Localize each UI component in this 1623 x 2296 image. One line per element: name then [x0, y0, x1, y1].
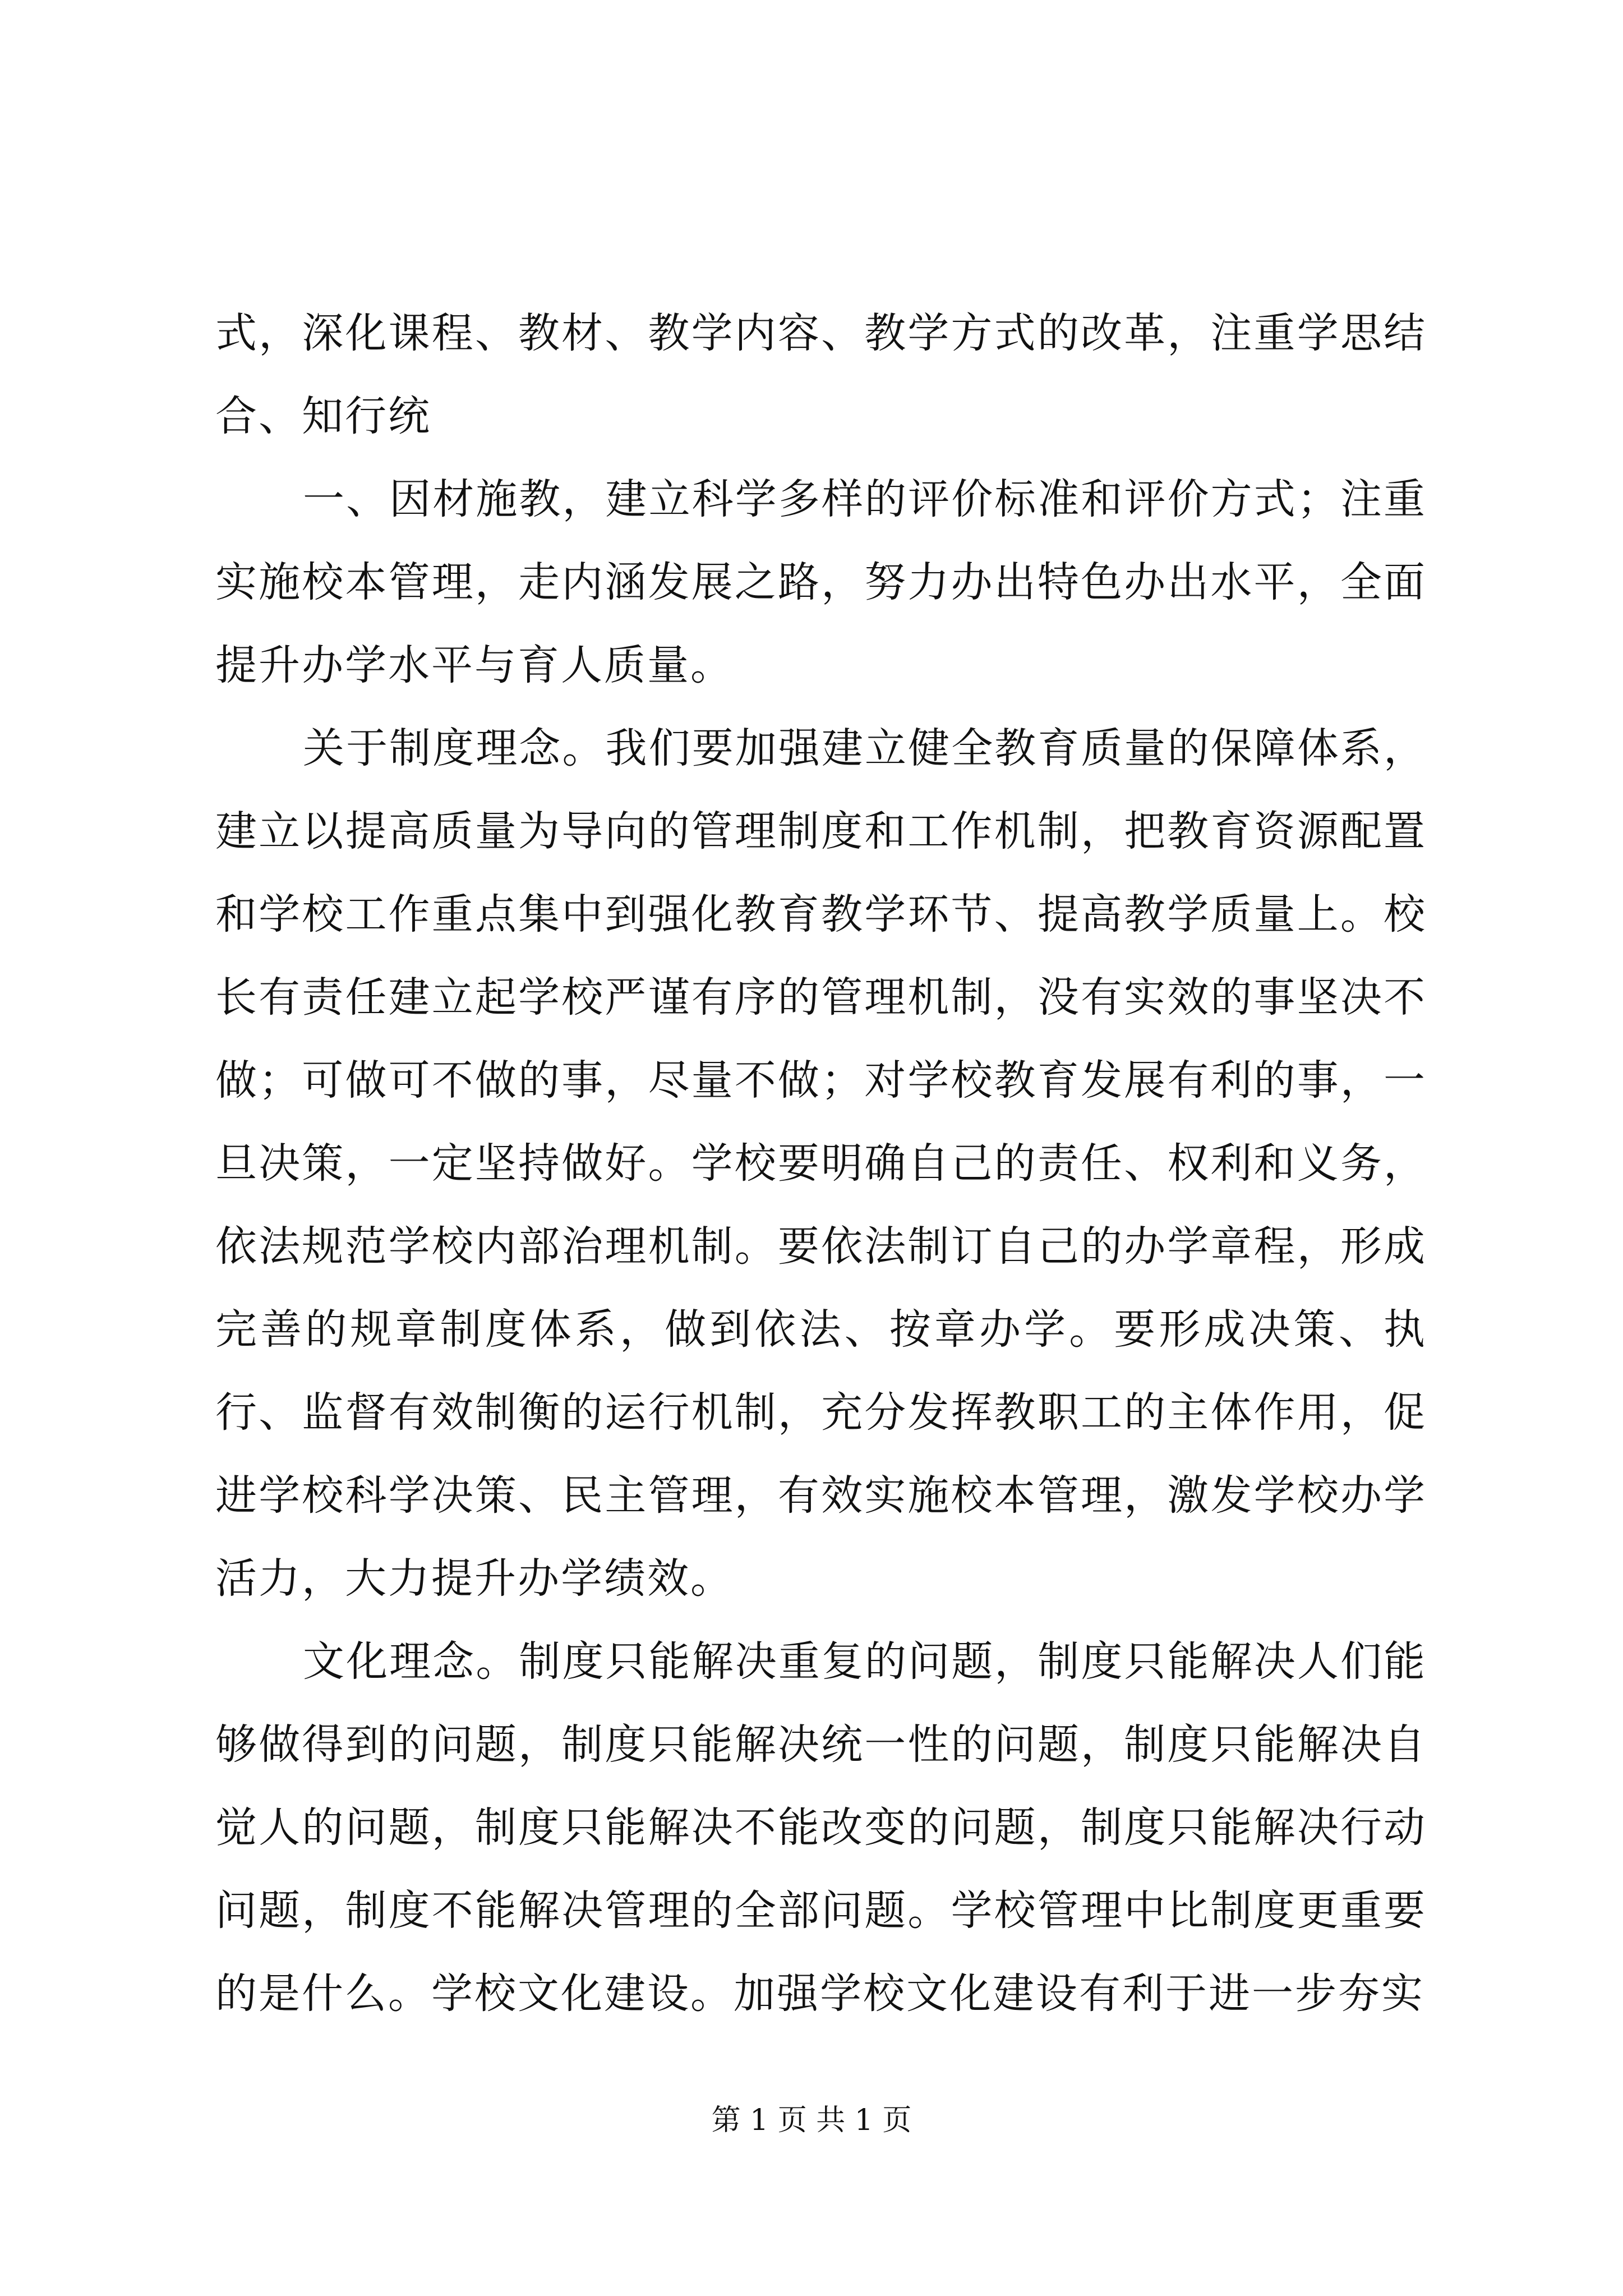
- paragraph-culture-concept: 文化理念。制度只能解决重复的问题，制度只能解决人们能够做得到的问题，制度只能解决统一性的问题，制度只能解决自觉人的问题，制度只能解决不能改变的问题，制度只能解决行动问题，制度不能解决管理的全部问题。学校管理中比制度更重要的是什么。学校文化建设。加强学校文化建设有利于进一步夯实: [215, 1637, 1427, 2018]
- paragraph-continuation: 式，深化课程、教材、教学内容、教学方式的改革，注重学思结合、知行统: [215, 309, 1427, 440]
- paragraph-system-concept: 关于制度理念。我们要加强建立健全教育质量的保障体系，建立以提高质量为导向的管理制度和工作机制，把教育资源配置和学校工作重点集中到强化教育教学环节、提高教学质量上。校长有责任建立起学校严谨有序的管理机制，没有实效的事坚决不做；可做可不做的事，尽量不做；对学校教育发展有利的事，一旦决策，一定坚持做好。学校要明确自己的责任、权利和义务，依法规范学校内部治理机制。要依法制订自己的办学章程，形成完善的规章制度体系，做到依法、按章办学。要形成决策、执行、监督有效制衡的运行机制，充分发挥教职工的主体作用，促进学校科学决策、民主管理，有效实施校本管理，激发学校办学活力，大力提升办学绩效。: [215, 724, 1427, 1603]
- page-footer: 第 1 页 共 1 页: [711, 2104, 912, 2137]
- document-body: [215, 292, 1427, 2035]
- paragraph-teaching: 一、因材施教，建立科学多样的评价标准和评价方式；注重实施校本管理，走内涵发展之路，努力办出特色办出水平，全面提升办学水平与育人质量。: [215, 475, 1427, 689]
